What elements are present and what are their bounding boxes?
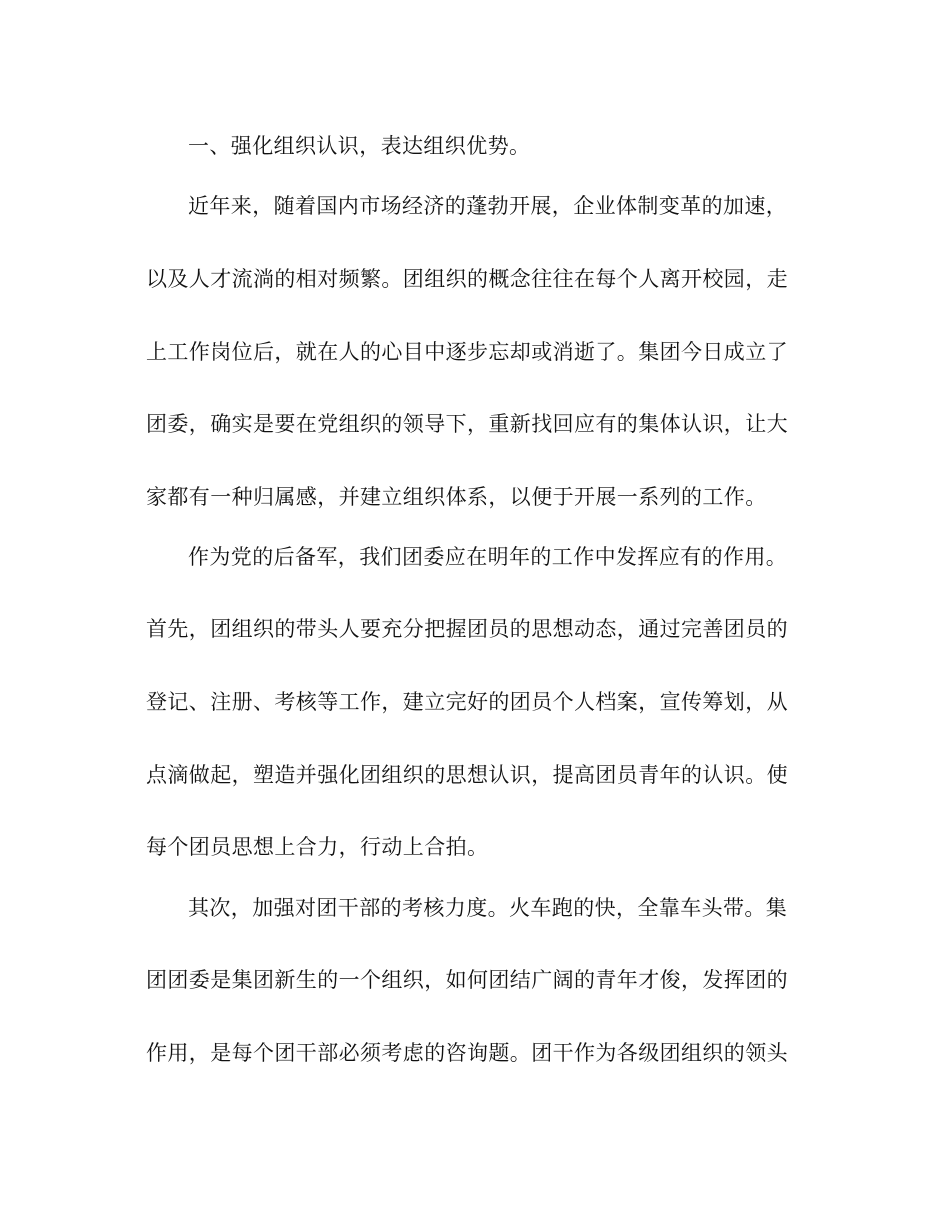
paragraph-line: 每个团员思想上合力，行动上合拍。	[146, 835, 489, 859]
paragraph-line: 作为党的后备军，我们团委应在明年的工作中发挥应有的作用。	[188, 545, 788, 569]
paragraph-line: 近年来，随着国内市场经济的蓬勃开展，企业体制变革的加速，	[188, 194, 788, 218]
paragraph-line: 以及人才流淌的相对频繁。团组织的概念往往在每个人离开校园，走	[146, 267, 788, 291]
paragraph-line: 点滴做起，塑造并强化团组织的思想认识，提高团员青年的认识。使	[146, 763, 788, 787]
paragraph-line: 登记、注册、考核等工作，建立完好的团员个人档案，宣传筹划，从	[146, 690, 788, 714]
paragraph-line: 其次，加强对团干部的考核力度。火车跑的快，全靠车头带。集	[188, 896, 788, 920]
paragraph-line: 首先，团组织的带头人要充分把握团员的思想动态，通过完善团员的	[146, 617, 788, 641]
section-heading: 一、强化组织认识，表达组织优势。	[188, 134, 531, 158]
paragraph-line: 家都有一种归属感，并建立组织体系，以便于开展一系列的工作。	[146, 485, 767, 509]
paragraph-line: 团团委是集团新生的一个组织，如何团结广阔的青年才俊，发挥团的	[146, 968, 788, 992]
paragraph-line: 作用，是每个团干部必须考虑的咨询题。团干作为各级团组织的领头	[146, 1041, 788, 1065]
paragraph-line: 团委，确实是要在党组织的领导下，重新找回应有的集体认识，让大	[146, 412, 788, 436]
paragraph-line: 上工作岗位后，就在人的心目中逐步忘却或消逝了。集团今日成立了	[146, 340, 788, 364]
